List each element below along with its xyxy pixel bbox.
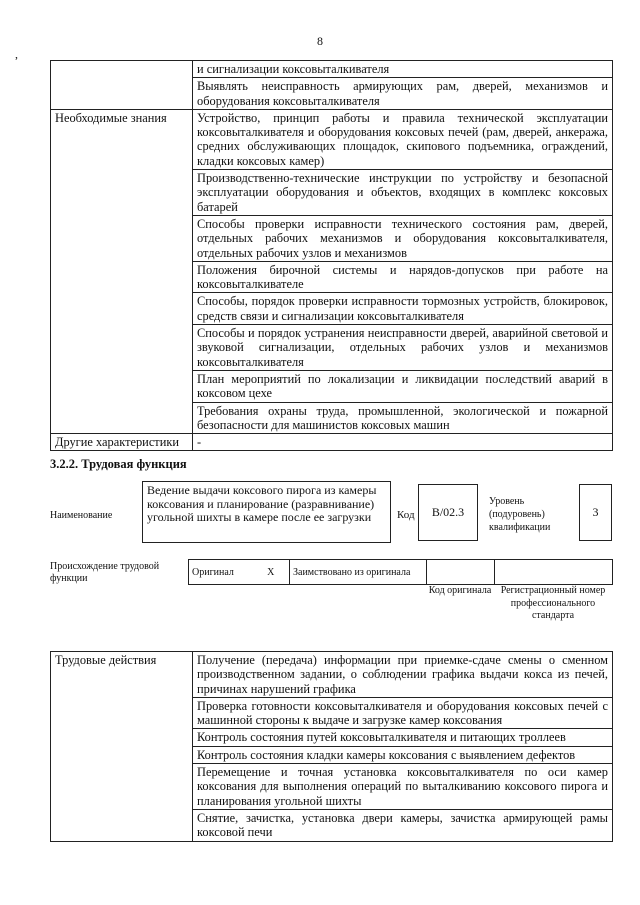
registration-number-caption: Регистрационный номер профессионального стандарта <box>500 585 606 621</box>
knowledge-row <box>51 109 613 169</box>
function-code-box: В/02.3 <box>418 484 478 541</box>
action-item: Контроль состояния кладки камеры коксования с выявлением дефектов <box>193 746 613 763</box>
knowledge-row-text: Способы и порядок устранения неисправности дверей, аварийной световой и звуковой сигнализации, отдельных рабочих узлов и механизмов коксовыталкивателя <box>193 325 613 371</box>
registration-number-cell <box>495 560 613 585</box>
borrowed-label: Заимствовано из оригинала <box>290 560 427 585</box>
knowledge-row <box>51 61 613 78</box>
origin-label: Происхождение трудовой функции <box>50 561 160 584</box>
knowledge-table-body <box>51 61 613 451</box>
action-item: Перемещение и точная установка коксовыталкивателя по оси камер коксования для выполнения операций по выталкиванию коксового пирога и планирования угольной шихты <box>193 764 613 810</box>
knowledge-row-text: Устройство, принцип работы и правила технической эксплуатации коксовыталкивателя и оборудования коксовых печей (рам, дверей, анкеража, средних обслуживающих площадок, скипового подъемника, ограждений, кладки коксовых камер) <box>193 109 613 169</box>
knowledge-table <box>50 60 613 451</box>
original-mark: X <box>253 560 290 585</box>
action-item: Получение (передача) информации при приемке-сдаче смены о сменном производственном задании, о соблюдении графика выдачи кокса из печей, причинах нарушений графика <box>193 652 613 698</box>
level-label: Уровень (подуровень) квалификации <box>489 496 551 533</box>
name-label: Наименование <box>50 510 113 521</box>
function-name-box: Ведение выдачи коксового пирога из камеры коксования и планирование (разравнивание) угольной шихты в камере после ее загрузки <box>142 481 391 543</box>
level-value-box: 3 <box>579 484 612 541</box>
knowledge-row-text: План мероприятий по локализации и ликвидации последствий аварий в коксовом цехе <box>193 370 613 402</box>
actions-table-body <box>51 652 613 842</box>
knowledge-row-text: Выявлять неисправность армирующих рам, дверей, механизмов и оборудования коксовыталкивателя <box>193 78 613 110</box>
knowledge-row-text: Требования охраны труда, промышленной, экологической и пожарной безопасности для машинистов коксовых машин <box>193 402 613 434</box>
knowledge-row <box>51 434 613 451</box>
knowledge-row-text: Способы, порядок проверки исправности тормозных устройств, блокировок, средств связи и сигнализации коксовыталкивателя <box>193 293 613 325</box>
knowledge-row-label <box>51 61 193 110</box>
action-item: Контроль состояния путей коксовыталкивателя и питающих троллеев <box>193 729 613 746</box>
original-code-cell <box>427 560 495 585</box>
action-item: Снятие, зачистка, установка двери камеры, зачистка армирующей рамы коксовой печи <box>193 809 613 841</box>
knowledge-row-text: - <box>193 434 613 451</box>
knowledge-row-text: Положения бирочной системы и нарядов-допусков при работе на коксовыталкивателе <box>193 261 613 293</box>
action-row <box>51 652 613 698</box>
original-code-caption: Код оригинала <box>428 585 492 596</box>
knowledge-row-text: Производственно-технические инструкции по устройству и безопасной эксплуатации оборудования и объектов, входящих в комплекс коксовых батарей <box>193 170 613 216</box>
original-label: Оригинал <box>189 560 253 585</box>
knowledge-row-text: и сигнализации коксовыталкивателя <box>193 61 613 78</box>
actions-label: Трудовые действия <box>51 652 193 842</box>
knowledge-row-label: Необходимые знания <box>51 109 193 433</box>
page-number: 8 <box>317 34 323 48</box>
origin-table <box>188 559 613 585</box>
section-title: 3.2.2. Трудовая функция <box>50 457 187 471</box>
stray-mark: , <box>15 47 18 61</box>
code-label: Код <box>397 509 415 521</box>
actions-table <box>50 651 613 842</box>
action-item: Проверка готовности коксовыталкивателя и оборудования коксовых печей с машинной стороны к выдаче и загрузке камер коксования <box>193 697 613 729</box>
knowledge-row-label: Другие характеристики <box>51 434 193 451</box>
knowledge-row-text: Способы проверки исправности технического состояния рам, дверей, отдельных рабочих механизмов и оборудования коксовыталкивателя, отдельных рабочих узлов и механизмов <box>193 215 613 261</box>
